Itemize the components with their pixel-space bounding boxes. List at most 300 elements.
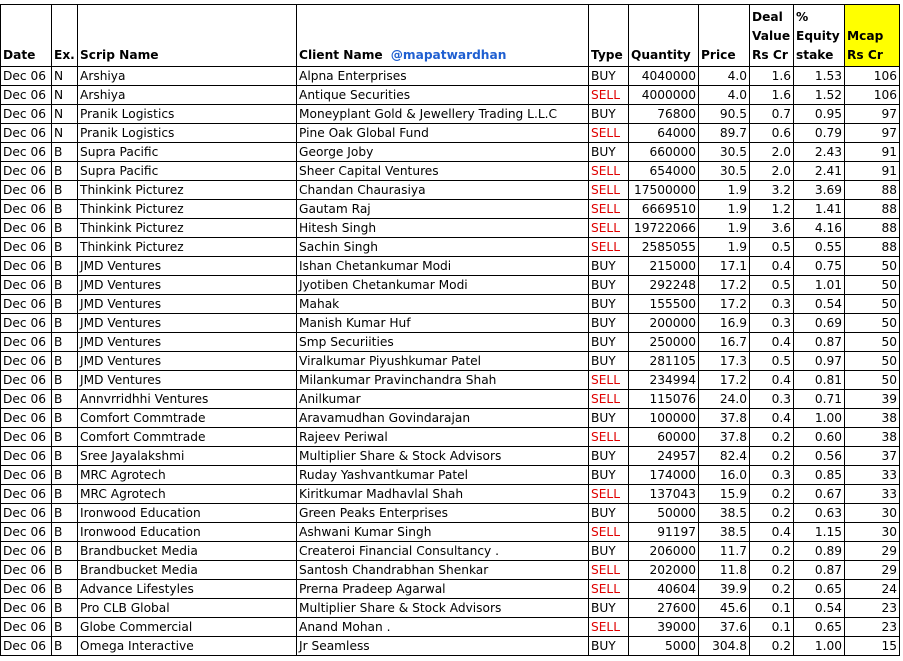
cell-date: Dec 06: [1, 333, 52, 352]
cell-scrip-name: JMD Ventures: [78, 352, 297, 371]
cell-type: SELL: [589, 561, 629, 580]
cell-scrip-name: Pranik Logistics: [78, 105, 297, 124]
cell-quantity: 91197: [629, 523, 699, 542]
cell-quantity: 660000: [629, 143, 699, 162]
cell-type: SELL: [589, 181, 629, 200]
cell-exchange: B: [52, 637, 78, 656]
cell-exchange: B: [52, 200, 78, 219]
table-row: [1, 124, 900, 143]
cell-price: 11.8: [699, 561, 750, 580]
header-client-name: [297, 5, 589, 67]
cell-mcap: 97: [845, 105, 900, 124]
cell-date: Dec 06: [1, 447, 52, 466]
cell-client-name: Green Peaks Enterprises: [297, 504, 589, 523]
cell-type: SELL: [589, 200, 629, 219]
cell-date: Dec 06: [1, 162, 52, 181]
cell-client-name: Smp Securiities: [297, 333, 589, 352]
cell-deal-value: 0.4: [750, 523, 794, 542]
cell-quantity: 281105: [629, 352, 699, 371]
cell-type: SELL: [589, 485, 629, 504]
cell-client-name: Santosh Chandrabhan Shenkar: [297, 561, 589, 580]
cell-date: Dec 06: [1, 409, 52, 428]
cell-deal-value: 0.3: [750, 390, 794, 409]
cell-date: Dec 06: [1, 295, 52, 314]
cell-exchange: N: [52, 67, 78, 86]
cell-exchange: B: [52, 314, 78, 333]
cell-deal-value: 0.2: [750, 580, 794, 599]
cell-price: 24.0: [699, 390, 750, 409]
cell-exchange: B: [52, 333, 78, 352]
cell-date: Dec 06: [1, 637, 52, 656]
cell-client-name: Prerna Pradeep Agarwal: [297, 580, 589, 599]
cell-quantity: 115076: [629, 390, 699, 409]
cell-date: Dec 06: [1, 86, 52, 105]
cell-scrip-name: MRC Agrotech: [78, 466, 297, 485]
cell-client-name: Kiritkumar Madhavlal Shah: [297, 485, 589, 504]
cell-deal-value: 3.2: [750, 181, 794, 200]
cell-date: Dec 06: [1, 67, 52, 86]
cell-type: SELL: [589, 86, 629, 105]
table-row: [1, 67, 900, 86]
cell-scrip-name: Comfort Commtrade: [78, 428, 297, 447]
cell-deal-value: 0.2: [750, 637, 794, 656]
cell-mcap: 29: [845, 561, 900, 580]
cell-mcap: 50: [845, 352, 900, 371]
cell-price: 39.9: [699, 580, 750, 599]
cell-mcap: 50: [845, 314, 900, 333]
cell-price: 16.0: [699, 466, 750, 485]
cell-date: Dec 06: [1, 238, 52, 257]
cell-type: BUY: [589, 352, 629, 371]
cell-scrip-name: Pranik Logistics: [78, 124, 297, 143]
cell-price: 1.9: [699, 238, 750, 257]
cell-client-name: Viralkumar Piyushkumar Patel: [297, 352, 589, 371]
cell-mcap: 23: [845, 599, 900, 618]
cell-quantity: 174000: [629, 466, 699, 485]
cell-equity-stake: 3.69: [794, 181, 845, 200]
cell-exchange: B: [52, 162, 78, 181]
cell-deal-value: 0.2: [750, 485, 794, 504]
cell-client-name: Anilkumar: [297, 390, 589, 409]
header-date: Date: [1, 5, 52, 67]
cell-equity-stake: 2.43: [794, 143, 845, 162]
cell-exchange: B: [52, 181, 78, 200]
cell-exchange: N: [52, 86, 78, 105]
cell-price: 17.1: [699, 257, 750, 276]
cell-deal-value: 1.2: [750, 200, 794, 219]
cell-scrip-name: Brandbucket Media: [78, 542, 297, 561]
cell-deal-value: 0.4: [750, 371, 794, 390]
cell-quantity: 654000: [629, 162, 699, 181]
cell-date: Dec 06: [1, 352, 52, 371]
cell-scrip-name: JMD Ventures: [78, 276, 297, 295]
header-equity-stake: [794, 5, 845, 67]
cell-deal-value: 0.5: [750, 238, 794, 257]
cell-type: SELL: [589, 428, 629, 447]
cell-date: Dec 06: [1, 124, 52, 143]
cell-exchange: B: [52, 390, 78, 409]
cell-mcap: 91: [845, 143, 900, 162]
cell-mcap: 50: [845, 371, 900, 390]
cell-date: Dec 06: [1, 561, 52, 580]
cell-type: BUY: [589, 637, 629, 656]
table-row: [1, 637, 900, 656]
cell-price: 1.9: [699, 200, 750, 219]
cell-client-name: Sachin Singh: [297, 238, 589, 257]
cell-type: BUY: [589, 143, 629, 162]
cell-scrip-name: JMD Ventures: [78, 257, 297, 276]
header-deal-value: [750, 5, 794, 67]
cell-deal-value: 1.6: [750, 86, 794, 105]
cell-client-name: Multiplier Share & Stock Advisors: [297, 447, 589, 466]
table-row: [1, 447, 900, 466]
cell-scrip-name: Thinkink Picturez: [78, 219, 297, 238]
table-row: [1, 162, 900, 181]
cell-price: 30.5: [699, 143, 750, 162]
cell-mcap: 38: [845, 409, 900, 428]
header-exchange: Ex.: [52, 5, 78, 67]
table-row: [1, 428, 900, 447]
cell-quantity: 39000: [629, 618, 699, 637]
cell-price: 1.9: [699, 181, 750, 200]
cell-type: BUY: [589, 542, 629, 561]
cell-equity-stake: 0.79: [794, 124, 845, 143]
cell-client-name: Milankumar Pravinchandra Shah: [297, 371, 589, 390]
cell-deal-value: 0.2: [750, 504, 794, 523]
cell-quantity: 24957: [629, 447, 699, 466]
cell-mcap: 88: [845, 238, 900, 257]
cell-exchange: B: [52, 523, 78, 542]
cell-mcap: 15: [845, 637, 900, 656]
cell-deal-value: 0.4: [750, 333, 794, 352]
header-deal-value-line3: Rs Cr: [752, 48, 788, 62]
cell-quantity: 19722066: [629, 219, 699, 238]
cell-date: Dec 06: [1, 466, 52, 485]
cell-type: BUY: [589, 599, 629, 618]
cell-quantity: 250000: [629, 333, 699, 352]
cell-type: SELL: [589, 580, 629, 599]
header-equity-stake-line3: stake: [796, 48, 834, 62]
cell-exchange: B: [52, 276, 78, 295]
cell-quantity: 155500: [629, 295, 699, 314]
header-mcap: [845, 5, 900, 67]
cell-client-name: Chandan Chaurasiya: [297, 181, 589, 200]
cell-equity-stake: 0.85: [794, 466, 845, 485]
header-deal-value-line2: Value: [752, 29, 791, 43]
cell-price: 4.0: [699, 86, 750, 105]
cell-equity-stake: 4.16: [794, 219, 845, 238]
header-deal-value-line1: Deal: [752, 10, 783, 24]
cell-type: BUY: [589, 276, 629, 295]
cell-price: 45.6: [699, 599, 750, 618]
cell-client-name: Multiplier Share & Stock Advisors: [297, 599, 589, 618]
cell-type: SELL: [589, 390, 629, 409]
cell-date: Dec 06: [1, 371, 52, 390]
cell-quantity: 50000: [629, 504, 699, 523]
cell-client-name: Rajeev Periwal: [297, 428, 589, 447]
header-row: [1, 5, 900, 67]
cell-date: Dec 06: [1, 257, 52, 276]
table-row: [1, 238, 900, 257]
cell-mcap: 39: [845, 390, 900, 409]
cell-mcap: 50: [845, 295, 900, 314]
cell-equity-stake: 2.41: [794, 162, 845, 181]
cell-quantity: 2585055: [629, 238, 699, 257]
cell-price: 82.4: [699, 447, 750, 466]
table-row: [1, 200, 900, 219]
cell-date: Dec 06: [1, 504, 52, 523]
cell-type: SELL: [589, 124, 629, 143]
cell-price: 11.7: [699, 542, 750, 561]
cell-deal-value: 0.6: [750, 124, 794, 143]
cell-mcap: 37: [845, 447, 900, 466]
cell-quantity: 202000: [629, 561, 699, 580]
cell-equity-stake: 0.69: [794, 314, 845, 333]
table-row: [1, 580, 900, 599]
cell-equity-stake: 1.41: [794, 200, 845, 219]
cell-exchange: B: [52, 447, 78, 466]
cell-price: 17.3: [699, 352, 750, 371]
cell-type: BUY: [589, 314, 629, 333]
cell-price: 37.6: [699, 618, 750, 637]
cell-mcap: 50: [845, 257, 900, 276]
cell-date: Dec 06: [1, 219, 52, 238]
header-client-label: Client Name: [299, 48, 383, 62]
cell-scrip-name: JMD Ventures: [78, 314, 297, 333]
cell-exchange: B: [52, 428, 78, 447]
cell-exchange: B: [52, 504, 78, 523]
cell-price: 17.2: [699, 371, 750, 390]
cell-client-name: Antique Securities: [297, 86, 589, 105]
header-price: Price: [699, 5, 750, 67]
table-row: [1, 504, 900, 523]
table-row: [1, 409, 900, 428]
cell-date: Dec 06: [1, 599, 52, 618]
cell-price: 4.0: [699, 67, 750, 86]
cell-quantity: 200000: [629, 314, 699, 333]
cell-type: SELL: [589, 219, 629, 238]
cell-scrip-name: Thinkink Picturez: [78, 238, 297, 257]
cell-price: 1.9: [699, 219, 750, 238]
table-row: [1, 371, 900, 390]
cell-date: Dec 06: [1, 618, 52, 637]
cell-type: BUY: [589, 257, 629, 276]
cell-deal-value: 0.2: [750, 447, 794, 466]
cell-scrip-name: JMD Ventures: [78, 333, 297, 352]
cell-quantity: 100000: [629, 409, 699, 428]
cell-equity-stake: 1.52: [794, 86, 845, 105]
header-mcap-line1: Mcap: [847, 29, 884, 43]
cell-exchange: B: [52, 371, 78, 390]
cell-equity-stake: 1.53: [794, 67, 845, 86]
cell-mcap: 91: [845, 162, 900, 181]
table-row: [1, 352, 900, 371]
cell-scrip-name: JMD Ventures: [78, 371, 297, 390]
cell-price: 30.5: [699, 162, 750, 181]
table-row: [1, 542, 900, 561]
cell-quantity: 137043: [629, 485, 699, 504]
table-row: [1, 181, 900, 200]
cell-client-name: Anand Mohan .: [297, 618, 589, 637]
cell-type: SELL: [589, 523, 629, 542]
table-row: [1, 599, 900, 618]
cell-type: BUY: [589, 447, 629, 466]
cell-scrip-name: Sree Jayalakshmi: [78, 447, 297, 466]
cell-scrip-name: Pro CLB Global: [78, 599, 297, 618]
cell-deal-value: 0.2: [750, 542, 794, 561]
table-row: [1, 485, 900, 504]
cell-equity-stake: 0.55: [794, 238, 845, 257]
cell-equity-stake: 1.00: [794, 637, 845, 656]
cell-deal-value: 0.7: [750, 105, 794, 124]
cell-exchange: B: [52, 542, 78, 561]
cell-exchange: B: [52, 257, 78, 276]
cell-exchange: B: [52, 580, 78, 599]
cell-mcap: 30: [845, 504, 900, 523]
cell-equity-stake: 0.67: [794, 485, 845, 504]
header-type: Type: [589, 5, 629, 67]
cell-date: Dec 06: [1, 428, 52, 447]
cell-mcap: 88: [845, 181, 900, 200]
cell-deal-value: 2.0: [750, 162, 794, 181]
cell-mcap: 24: [845, 580, 900, 599]
cell-mcap: 106: [845, 86, 900, 105]
cell-mcap: 38: [845, 428, 900, 447]
cell-deal-value: 2.0: [750, 143, 794, 162]
cell-type: SELL: [589, 162, 629, 181]
cell-quantity: 64000: [629, 124, 699, 143]
cell-client-name: Mahak: [297, 295, 589, 314]
cell-date: Dec 06: [1, 181, 52, 200]
cell-equity-stake: 0.65: [794, 618, 845, 637]
table-row: [1, 105, 900, 124]
cell-scrip-name: Globe Commercial: [78, 618, 297, 637]
cell-type: SELL: [589, 618, 629, 637]
cell-deal-value: 1.6: [750, 67, 794, 86]
cell-client-name: Aravamudhan Govindarajan: [297, 409, 589, 428]
cell-client-name: Ashwani Kumar Singh: [297, 523, 589, 542]
cell-equity-stake: 0.54: [794, 295, 845, 314]
table-body: [1, 67, 900, 656]
cell-exchange: B: [52, 466, 78, 485]
table-row: [1, 561, 900, 580]
cell-date: Dec 06: [1, 580, 52, 599]
header-equity-stake-line2: Equity: [796, 29, 840, 43]
cell-exchange: B: [52, 561, 78, 580]
cell-deal-value: 3.6: [750, 219, 794, 238]
table-row: [1, 314, 900, 333]
cell-price: 17.2: [699, 276, 750, 295]
cell-scrip-name: Annvrridhhi Ventures: [78, 390, 297, 409]
cell-deal-value: 0.3: [750, 295, 794, 314]
cell-client-name: Gautam Raj: [297, 200, 589, 219]
cell-quantity: 27600: [629, 599, 699, 618]
cell-client-name: Sheer Capital Ventures: [297, 162, 589, 181]
cell-scrip-name: Thinkink Picturez: [78, 181, 297, 200]
cell-deal-value: 0.4: [750, 257, 794, 276]
header-scrip-name: Scrip Name: [78, 5, 297, 67]
cell-type: BUY: [589, 333, 629, 352]
table-row: [1, 86, 900, 105]
cell-exchange: B: [52, 599, 78, 618]
cell-client-name: George Joby: [297, 143, 589, 162]
cell-scrip-name: Advance Lifestyles: [78, 580, 297, 599]
cell-mcap: 97: [845, 124, 900, 143]
table-row: [1, 276, 900, 295]
cell-type: SELL: [589, 238, 629, 257]
cell-client-name: Jr Seamless: [297, 637, 589, 656]
cell-exchange: N: [52, 105, 78, 124]
cell-quantity: 17500000: [629, 181, 699, 200]
cell-date: Dec 06: [1, 523, 52, 542]
cell-client-name: Pine Oak Global Fund: [297, 124, 589, 143]
table-row: [1, 390, 900, 409]
cell-exchange: B: [52, 485, 78, 504]
cell-exchange: N: [52, 124, 78, 143]
cell-equity-stake: 0.97: [794, 352, 845, 371]
cell-mcap: 50: [845, 276, 900, 295]
cell-client-name: Ishan Chetankumar Modi: [297, 257, 589, 276]
cell-price: 16.7: [699, 333, 750, 352]
header-equity-stake-line1: %: [796, 10, 809, 24]
cell-mcap: 88: [845, 200, 900, 219]
cell-quantity: 234994: [629, 371, 699, 390]
cell-deal-value: 0.2: [750, 428, 794, 447]
cell-deal-value: 0.4: [750, 409, 794, 428]
cell-price: 16.9: [699, 314, 750, 333]
cell-equity-stake: 0.87: [794, 561, 845, 580]
cell-scrip-name: Ironwood Education: [78, 504, 297, 523]
cell-quantity: 215000: [629, 257, 699, 276]
cell-equity-stake: 0.65: [794, 580, 845, 599]
cell-price: 37.8: [699, 428, 750, 447]
cell-deal-value: 0.5: [750, 352, 794, 371]
cell-exchange: B: [52, 618, 78, 637]
cell-equity-stake: 0.75: [794, 257, 845, 276]
cell-equity-stake: 0.81: [794, 371, 845, 390]
header-quantity: Quantity: [629, 5, 699, 67]
cell-equity-stake: 0.87: [794, 333, 845, 352]
cell-date: Dec 06: [1, 105, 52, 124]
table-row: [1, 333, 900, 352]
cell-exchange: B: [52, 295, 78, 314]
cell-type: BUY: [589, 295, 629, 314]
cell-deal-value: 0.5: [750, 276, 794, 295]
table-row: [1, 295, 900, 314]
cell-equity-stake: 0.54: [794, 599, 845, 618]
cell-deal-value: 0.1: [750, 599, 794, 618]
cell-price: 38.5: [699, 523, 750, 542]
cell-quantity: 60000: [629, 428, 699, 447]
cell-deal-value: 0.2: [750, 561, 794, 580]
cell-equity-stake: 1.15: [794, 523, 845, 542]
cell-price: 90.5: [699, 105, 750, 124]
cell-client-name: Ruday Yashvantkumar Patel: [297, 466, 589, 485]
cell-type: BUY: [589, 67, 629, 86]
cell-type: BUY: [589, 105, 629, 124]
cell-equity-stake: 1.00: [794, 409, 845, 428]
cell-mcap: 33: [845, 466, 900, 485]
cell-price: 37.8: [699, 409, 750, 428]
cell-price: 17.2: [699, 295, 750, 314]
cell-exchange: B: [52, 352, 78, 371]
cell-date: Dec 06: [1, 485, 52, 504]
cell-date: Dec 06: [1, 143, 52, 162]
cell-quantity: 6669510: [629, 200, 699, 219]
cell-scrip-name: Supra Pacific: [78, 162, 297, 181]
cell-type: SELL: [589, 371, 629, 390]
table-row: [1, 143, 900, 162]
